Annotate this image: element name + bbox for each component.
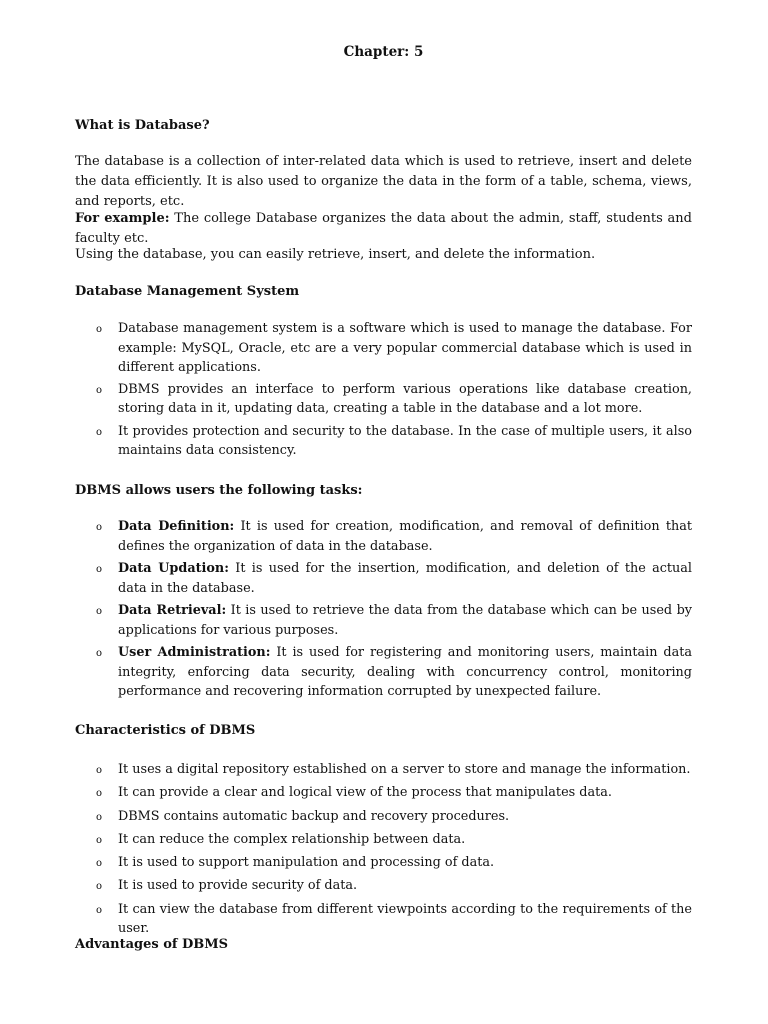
example-label: For example: (75, 211, 170, 226)
task-term: Data Retrieval: (118, 603, 227, 618)
heading-dbms-tasks: DBMS allows users the following tasks: (75, 483, 363, 498)
list-item (75, 760, 692, 780)
bullet-icon: o (96, 904, 103, 916)
list-item (75, 830, 692, 850)
bullet-icon: o (96, 606, 103, 617)
task-term: Data Updation: (118, 561, 229, 576)
list-item (75, 783, 692, 803)
bullet-icon: o (96, 834, 103, 846)
list-item (75, 876, 692, 896)
list-item-text: DBMS provides an interface to perform various operations like database creation, storing data in it, updating data, creating a table in the database and a lot more. (118, 381, 692, 416)
list-item-text: It provides protection and security to the database. In the case of multiple users, it also maintains data consistency. (118, 423, 692, 458)
list-item-text: Database management system is a software which is used to manage the database. For example: MySQL, Oracle, etc are a very popular commercial database which is used in different applications. (118, 321, 692, 375)
bullet-icon: o (96, 648, 103, 659)
bullet-icon: o (96, 788, 103, 800)
heading-advantages: Advantages of DBMS (75, 937, 229, 952)
tasks-list (75, 517, 692, 702)
heading-characteristics: Characteristics of DBMS (75, 723, 256, 738)
bullet-icon: o (96, 811, 103, 823)
paragraph-database-definition: The database is a collection of inter-related data which is used to retrieve, insert and delete the data efficiently. It is also used to organize the data in the form of a table, schema, views, and reports, etc. (75, 154, 692, 209)
paragraph-example (75, 209, 692, 249)
list-item-text: DBMS contains automatic backup and recovery procedures. (118, 808, 510, 824)
bullet-icon: o (96, 858, 103, 870)
example-text: The college Database organizes the data about the admin, staff, students and faculty etc. (75, 211, 692, 246)
heading-what-is-database: What is Database? (75, 118, 210, 133)
list-item (75, 853, 692, 873)
list-item (75, 422, 692, 461)
list-item-text: It is used to support manipulation and processing of data. (118, 855, 495, 871)
list-item-text: It can view the database from different viewpoints according to the requirements of the user. (118, 901, 692, 937)
list-item (75, 517, 692, 556)
list-item-text: It uses a digital repository established on a server to store and manage the information. (118, 762, 691, 777)
task-description: It is used for the insertion, modification, and deletion of the actual data in the database. (118, 561, 692, 596)
task-description: It is used for creation, modification, and removal of definition that defines the organization of data in the database. (118, 519, 693, 554)
bullet-icon: o (96, 765, 103, 776)
list-item (75, 643, 692, 702)
list-item-text: It is used to provide security of data. (118, 878, 358, 894)
list-item (75, 807, 692, 827)
list-item (75, 559, 692, 598)
task-description: It is used for registering and monitoring users, maintain data integrity, enforcing data security, dealing with concurrency control, monitoring performance and recovering information corrupted by unexpected failure. (118, 645, 692, 699)
bullet-icon: o (96, 384, 103, 396)
list-item-text: It can provide a clear and logical view of the process that manipulates data. (118, 785, 612, 801)
list-item (75, 380, 692, 419)
list-item (75, 900, 692, 939)
bullet-icon: o (96, 564, 103, 575)
bullet-icon: o (96, 881, 103, 893)
list-item (75, 601, 692, 640)
bullet-icon: o (96, 426, 103, 438)
heading-dbms: Database Management System (75, 284, 300, 299)
chapter-title: Chapter: 5 (343, 44, 424, 60)
task-description: It is used to retrieve the data from the database which can be used by applications for various purposes. (118, 603, 692, 638)
list-item (75, 319, 692, 378)
paragraph-using-database: Using the database, you can easily retrieve, insert, and delete the information. (75, 247, 596, 262)
bullet-icon: o (96, 324, 103, 335)
bullet-icon: o (96, 522, 103, 533)
dbms-list (75, 319, 692, 461)
characteristics-list (75, 760, 692, 939)
task-term: User Administration: (118, 645, 271, 660)
list-item-text: It can reduce the complex relationship between data. (118, 831, 466, 847)
task-term: Data Definition: (118, 519, 235, 534)
